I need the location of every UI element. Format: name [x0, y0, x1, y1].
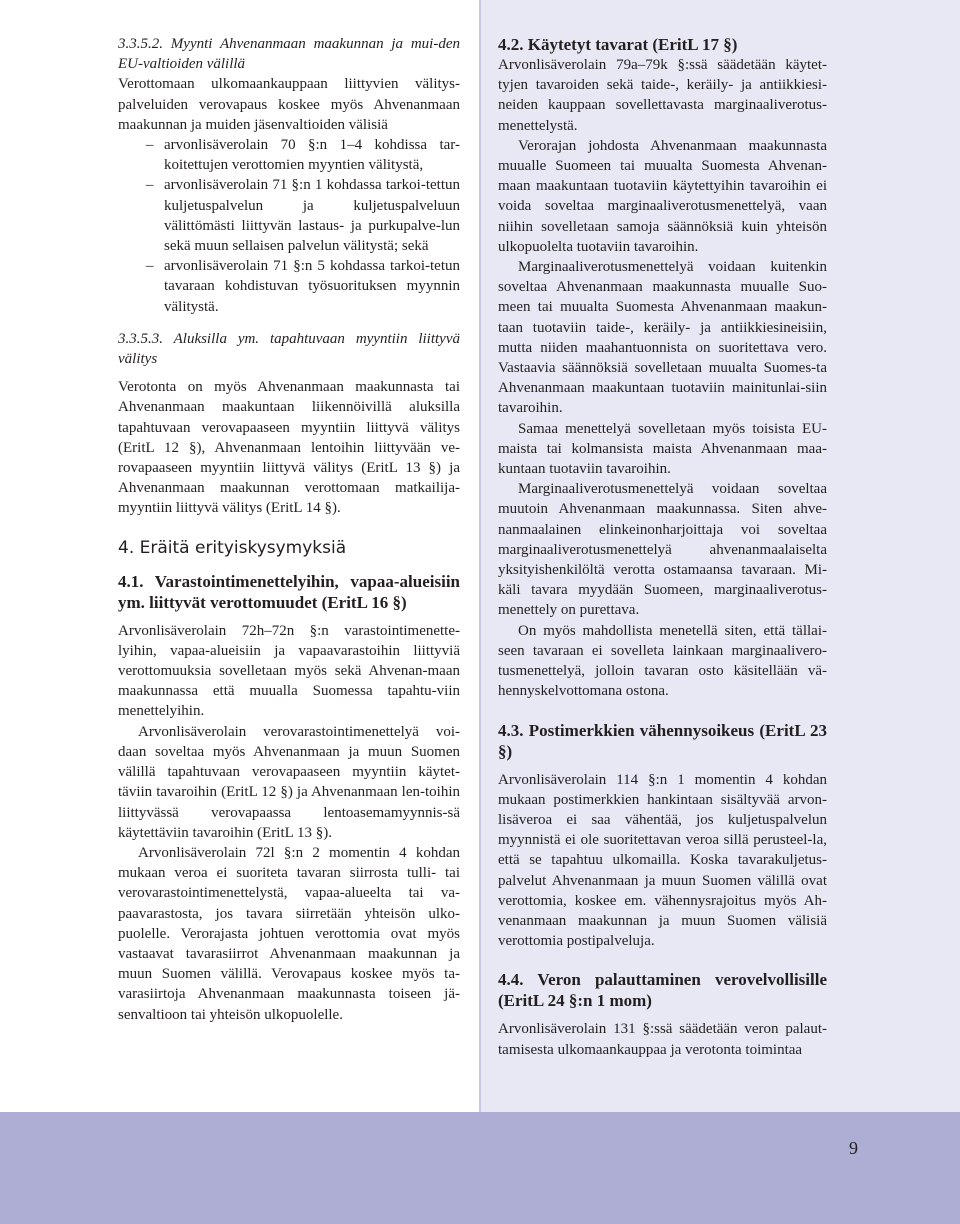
section-heading-3-3-5-3: 3.3.5.3. Aluksilla ym. tapahtuvaan myyntiin liittyvä välitys: [118, 330, 460, 368]
list-item-text: arvonlisäverolain 71 §:n 1 kohdassa tarkoi-tettun kuljetuspalvelun ja kuljetuspalveluun välittömästi liittyvän lastaus- ja purkupalve-lun sekä muun sellaisen palvelun välitystä; sekä: [164, 177, 460, 255]
paragraph: Arvonlisäverolain 72h–72n §:n varastointimenette-lyihin, vapaa-alueisiin ja vapaavarastoihin liittyviä verottomuuksia sovelletaan myös sekä Ahvenan-maan maakunnassa että muualla Suomessa tapahtu-viin menettelyihin.: [118, 622, 460, 720]
paragraph: On myös mahdollista menetellä siten, että tällai-seen tavaraan ei sovelleta lainkaan marginaalivero-tusmenettelyä, jolloin tavaran osto käsitellään vä-hennyskelvottomana ostona.: [498, 622, 827, 700]
dash-bullet: –: [146, 177, 154, 194]
section-heading-4-1: 4.1. Varastointimenettelyihin, vapaa-alueisiin ym. liittyvät verottomuudet (EritL 16 §): [118, 571, 460, 612]
dash-bullet: –: [146, 258, 154, 275]
paragraph: Arvonlisäverolain verovarastointimenettelyä voi-daan soveltaa myös Ahvenanmaan ja muun Suomen välillä tapahtuvaan verovapaaseen myyntiin käytet-täviin tavaroihin (EritL 12 §) ja Ahvenanmaan len-toihin liittyvässä verovapaassa lentoasemamyynnis-sä käytettäviin tavaroihin (EritL 13 §).: [118, 723, 460, 841]
list-item-text: arvonlisäverolain 70 §:n 1–4 kohdissa tar-koitettujen verottomien myyntien välitystä,: [164, 137, 460, 174]
paragraph: Verorajan johdosta Ahvenanmaan maakunnasta muualle Suomeen tai muualta Suomesta Ahvenan-maan maakuntaan tuotaviin käytettyihin tavaroihin ei voida soveltaa marginaaliverotusmenettelyä, vaan niihin sovelletaan samoja säännöksiä kuin yhteisön ulkopuolelta tuotaviin tavaroihin.: [498, 137, 827, 255]
right-column-content: [498, 34, 827, 1060]
paragraph: Marginaaliverotusmenettelyä voidaan soveltaa muutoin Ahvenanmaan maakunnassa. Siten ahve-nanmaalainen elinkeinonharjoittaja voi soveltaa marginaaliverotusmenettelyä ahvenanmaalaiselta yksityishenkilöltä verotta ostamaansa tavaraan. Mi-käli tavara myydään Suomeen, marginaaliverotus-menettely on purettava.: [498, 481, 827, 619]
section-heading-4-2: 4.2. Käytetyt tavarat (EritL 17 §): [498, 35, 738, 54]
paragraph: Samaa menettelyä sovelletaan myös toisista EU-maista tai kolmansista maista Ahvenanmaan maa-kuntaan tuotaviin tavaroihin.: [498, 420, 827, 478]
right-column: [480, 0, 960, 1112]
list-item: [118, 256, 460, 317]
section-heading-4-3: 4.3. Postimerkkien vähennysoikeus (EritL 23 §): [498, 720, 827, 761]
page-number: 9: [849, 1138, 858, 1158]
column-divider: [479, 0, 481, 1112]
section-heading-4: 4. Eräitä erityiskysymyksiä: [118, 537, 347, 558]
dash-bullet: –: [146, 137, 154, 154]
paragraph: Arvonlisäverolain 72l §:n 2 momentin 4 kohdan mukaan veroa ei suoriteta tavaran siirrosta tulli- tai verovarastointimenettelystä, vapaa-alueelta tai va-paavarastosta, jos tavara siirretään yhteisön ulko-puolelle. Verorajasta johtuen verottomia ovat myös vastaavat tavarasiirrot Ahvenanmaan maakunnan ja muun Suomen välillä. Verovapaus koskee myös ta-varasiirtoja Ahvenanmaan maakunnasta toiseen jä-senvaltioon tai yhteisön ulkopuolelle.: [118, 844, 460, 1023]
paragraph: Verotonta on myös Ahvenanmaan maakunnasta tai Ahvenanmaan maakuntaan liikennöivillä aluksilla tapahtuvaan verovapaaseen myyntiin liittyvä välitys (EritL 12 §), Ahvenanmaan lentoihin liittyvään ve-rovapaaseen myyntiin liittyvä välitys (EritL 13 §) ja Ahvenanmaan maakunnan verottomaan matkailija-myyntiin liittyvä välitys (EritL 14 §).: [118, 379, 460, 517]
paragraph: Marginaaliverotusmenettelyä voidaan kuitenkin soveltaa Ahvenanmaan maakunnasta muualle Suo-meen tai muualta Suomesta Ahvenanmaan maakun-taan tuotaviin taide-, keräily- ja antiikkiesineisiin, mutta niiden maahantuonnista on suoritettava vero. Vastaavia säännöksiä sovelletaan muualta Suomes-ta Ahvenanmaan maakuntaan tuotaviin mainitunlai-siin tavaroihin.: [498, 259, 827, 417]
paragraph: Verottomaan ulkomaankauppaan liittyvien välitys-palveluiden verovapaus koskee myös Ahvenanmaan maakunnan ja muiden jäsenvaltioiden välisiä: [118, 76, 460, 133]
page-footer: [0, 1112, 960, 1224]
list-item: [118, 135, 460, 175]
paragraph: Arvonlisäverolain 131 §:ssä säädetään veron palaut-tamisesta ulkomaankauppaa ja verotonta toimintaa: [498, 1021, 827, 1058]
section-heading-3-3-5-2: 3.3.5.2. Myynti Ahvenanmaan maakunnan ja mui-den EU-valtioiden välillä: [118, 36, 460, 73]
paragraph: Arvonlisäverolain 79a–79k §:ssä säädetään käytet-tyjen tavaroiden sekä taide-, keräily- ja antiikkiesi-neiden kauppaan sovellettavasta marginaaliverotus-menettelystä.: [498, 57, 827, 134]
list-item-text: arvonlisäverolain 71 §:n 5 kohdassa tarkoi-tetun tavaraan kohdistuvan työsuorituksen myynnin välitystä.: [164, 258, 460, 315]
section-heading-4-4: 4.4. Veron palauttaminen verovelvollisille (EritL 24 §:n 1 mom): [498, 970, 827, 1011]
left-column-content: [118, 34, 460, 1025]
paragraph: Arvonlisäverolain 114 §:n 1 momentin 4 kohdan mukaan postimerkkien hankintaan sisältyvää arvon-lisäveroa ei saa vähentää, jos kuljetuspalvelun myynnistä ei ole suoritettavan veroa sillä perusteel-la, että se tapahtuu ulkomailla. Koska tavarakuljetus-palvelut Ahvenanmaan ja muun Suomen välillä ovat verottomia, koskee em. vähennysrajoitus myös Ah-venanmaan maakunnan ja muun Suomen välisiä verottomia postipalveluja.: [498, 771, 827, 950]
left-column: [0, 0, 480, 1112]
list-item: [118, 175, 460, 256]
